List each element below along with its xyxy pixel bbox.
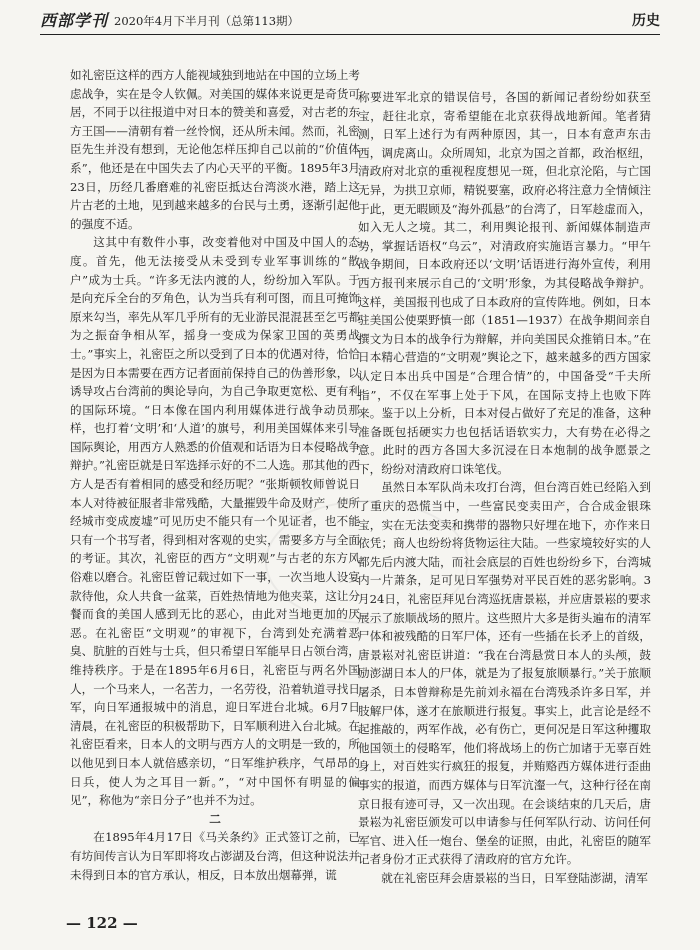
paragraph: 就在礼密臣拜会唐景崧的当日，日军登陆澎湖，清军 (381, 870, 648, 885)
paragraph: 在1895年4月17日《马关条约》正式签订之前，已有坊间传言认为日军即将攻占澎湖及台湾，但这种说法并未得到日本的官方承认，相反，日本放出烟幕弹，谎 (70, 830, 360, 882)
page-header (40, 8, 660, 35)
journal-title: 西部学刊 (40, 11, 109, 30)
paragraph: 这其中有数件小事，改变着他对中国及中国人的态度。首先，他无法接受从未受到专业军事训练的“散户”成为士兵。“许多无法内渡的人，纷纷加入军队。于是向充斥全台的歹角色，认为当兵有利可图，而且可掩饰原来勾当，率先从军几乎所有的无业游民混混甚至乞丐都为之振奋争相从军，摇身一变成为保家卫国的英勇战士。”事实上，礼密臣之所以受到了日本的优遇对待，恰恰是因为日本需要在西方记者面前保持自己的伪善形象，以诱导攻占台湾前的舆论导向，为自己争取更宽松、更有利的国际环境。“日本像在国内利用媒体进行战争动员那样，也打着‘文明’和‘人道’的旗号，利用美国媒体来引导国际舆论，用西方人熟悉的价值观和话语为日本侵略战争辩护。”礼密臣就是日军选择示好的不二人选。那其他的西方人是否有着相同的感受和经历呢？“张斯顿牧师曾说日本人对待被征服者非常残酷，大量摧毁牛命及财产，使所经城市变成废墟”可见历史不能只有一个见证者，也不能只有一个书写者，得到相对客观的史实，需要多方与全面的考证。其次，礼密臣的西方“文明观”与古老的东方风俗难以磨合。礼密臣曾记载过如下一事，一次当地人设宴款待他，众人共食一盆菜，百姓热情地为他夹菜，这让分餐而食的美国人感到无比的恶心，由此对当地更加的厌恶。在礼密臣“文明观”的审视下，台湾到处充满着恶臭、肮脏的百姓与士兵，但只希望日军能早日占领台湾，维持秩序。于是在1895年6月6日，礼密臣与两名外国人，一个马来人，一名苦力，一名劳役，沿着轨道寻找日军，向日军通报城中的消息，迎日军进台北城。6月7日清晨，在礼密臣的积极帮助下，日军顺利进入台北城。在礼密臣看来，日本人的文明与西方人的文明是一致的，所以他见到日本人就倍感亲切，“日军维护秩序，气昂昂的日兵，使人为之耳目一新。”，“对中国怀有明显的偏见”，称他为“亲日分子”也并不为过。 (70, 235, 360, 808)
left-column (70, 66, 360, 884)
section-label: 历史 (632, 13, 660, 29)
page-number: — 122 — (66, 914, 138, 932)
issue-info: 2020年4月下半月刊（总第113期） (114, 14, 300, 28)
section-number: 二 (209, 811, 221, 826)
paragraph: 如礼密臣这样的西方人能视域独到地站在中国的立场上考虑战争，实在是令人钦佩。对美国的媒体来说更是奇货可居，不同于以往报道中对日本的赞美和喜爱，对古老的东方王国——清朝有着一丝怜悯，还从所未闻。然而，礼密臣先生并没有想到，无论他怎样压抑自己以前的“价值体系”，他还是在中国失去了内心天平的平衡。1895年3月23日，历经几番磨难的礼密臣抵达台湾淡水港，踏上这片古老的土地，见到越来越多的台民与土勇，逐渐引起他的强度不适。 (70, 68, 360, 231)
right-column (358, 88, 651, 888)
paragraph: 称要进军北京的错误信号，各国的新闻记者纷纷如获至宝，赶往北京，寄希望能在北京获得战地新闻。笔者猜测，日军上述行为有两种原因，其一，日本有意声东击西，调虎离山。众所周知，北京为国之首都，政治枢纽，清政府对北京的重视程度想见一斑，但北京沦陷，与亡国无异，为拱卫京师，精锐要塞，政府必将注意力全情倾注于此，更无暇顾及“海外孤悬”的台湾了，日军趁虚而入，如入无人之境。其二，利用舆论报刊、新闻媒体制造声势，掌握话语权“乌云”，对清政府实施语言暴力。“甲午战争期间，日本政府还以‘文明’话语进行海外宣传，利用西方报刊来展示自己的‘文明’形象，为其侵略战争辩护。这样，美国报刊也成了日本政府的宣传阵地。例如，日本驻美国公使栗野慎一郎（1851—1937）在战争期间亲自撰文为日本的战争行为辩解，并向美国民众推销日本。”在日本精心营造的“文明观”舆论之下，越来越多的西方国家认定日本出兵中国是“合理合情”的，中国备受“千夫所指”，不仅在军事上处于下风，在国际支持上也败下阵来。鉴于以上分析，日本对侵占做好了充足的准备，这种准备既包括硬实力也包括话语软实力，大有势在必得之意。此时的西方各国大多沉浸在日本炮制的战争愿景之下，纷纷对清政府口诛笔伐。 (358, 90, 651, 476)
paragraph: 虽然日本军队尚未攻打台湾，但台湾百姓已经陷入到了重庆的恐慌当中，一些富民变卖田产，合合成金银珠宝，实在无法变卖和携带的器物只好埋在地下，亦作来日依凭；商人也纷纷将货物运往大陆。一些家境较好实的人都先后内渡大陆，而社会底层的百姓也纷纷乡下，台湾城内一片萧条，足可见日军强势对平民百姓的恶劣影响。3月24日，礼密臣拜见台湾巡抚唐景崧，并应唐景崧的要求展示了旅顺战场的照片。这些照片大多是街头遍布的清军尸体和被残酷的日军尸体，还有一些插在长矛上的首级，唐景崧对礼密臣讲道：“我在台湾悬赏日本人的头颅，鼓励澎湖日本人的尸体，就是为了报复旅顺暴行。”关于旅顺屠杀，日本曾辩称是先前刘永福在台湾残杀许多日军，并肢解尸体，遂才在旅顺进行报复。事实上，此言论是经不起推敲的，两军作战，必有伤亡，更何况是日军这种攫取他国领土的侵略军，他们将战场上的伤亡加诸于无辜百姓身上，对百姓实行疯狂的报复，并贿赂西方媒体进行歪曲事实的报道，而西方媒体与日军沆瀣一气，这种行径在南京日报有迹可寻，又一次出现。在会谈结束的几天后，唐景崧为礼密臣颁发可以申请参与任何军队行动、访问任何军官、进入任一炮台、堡垒的证照，由此，礼密臣的随军记者身份才正式获得了清政府的官方允许。 (358, 480, 652, 867)
